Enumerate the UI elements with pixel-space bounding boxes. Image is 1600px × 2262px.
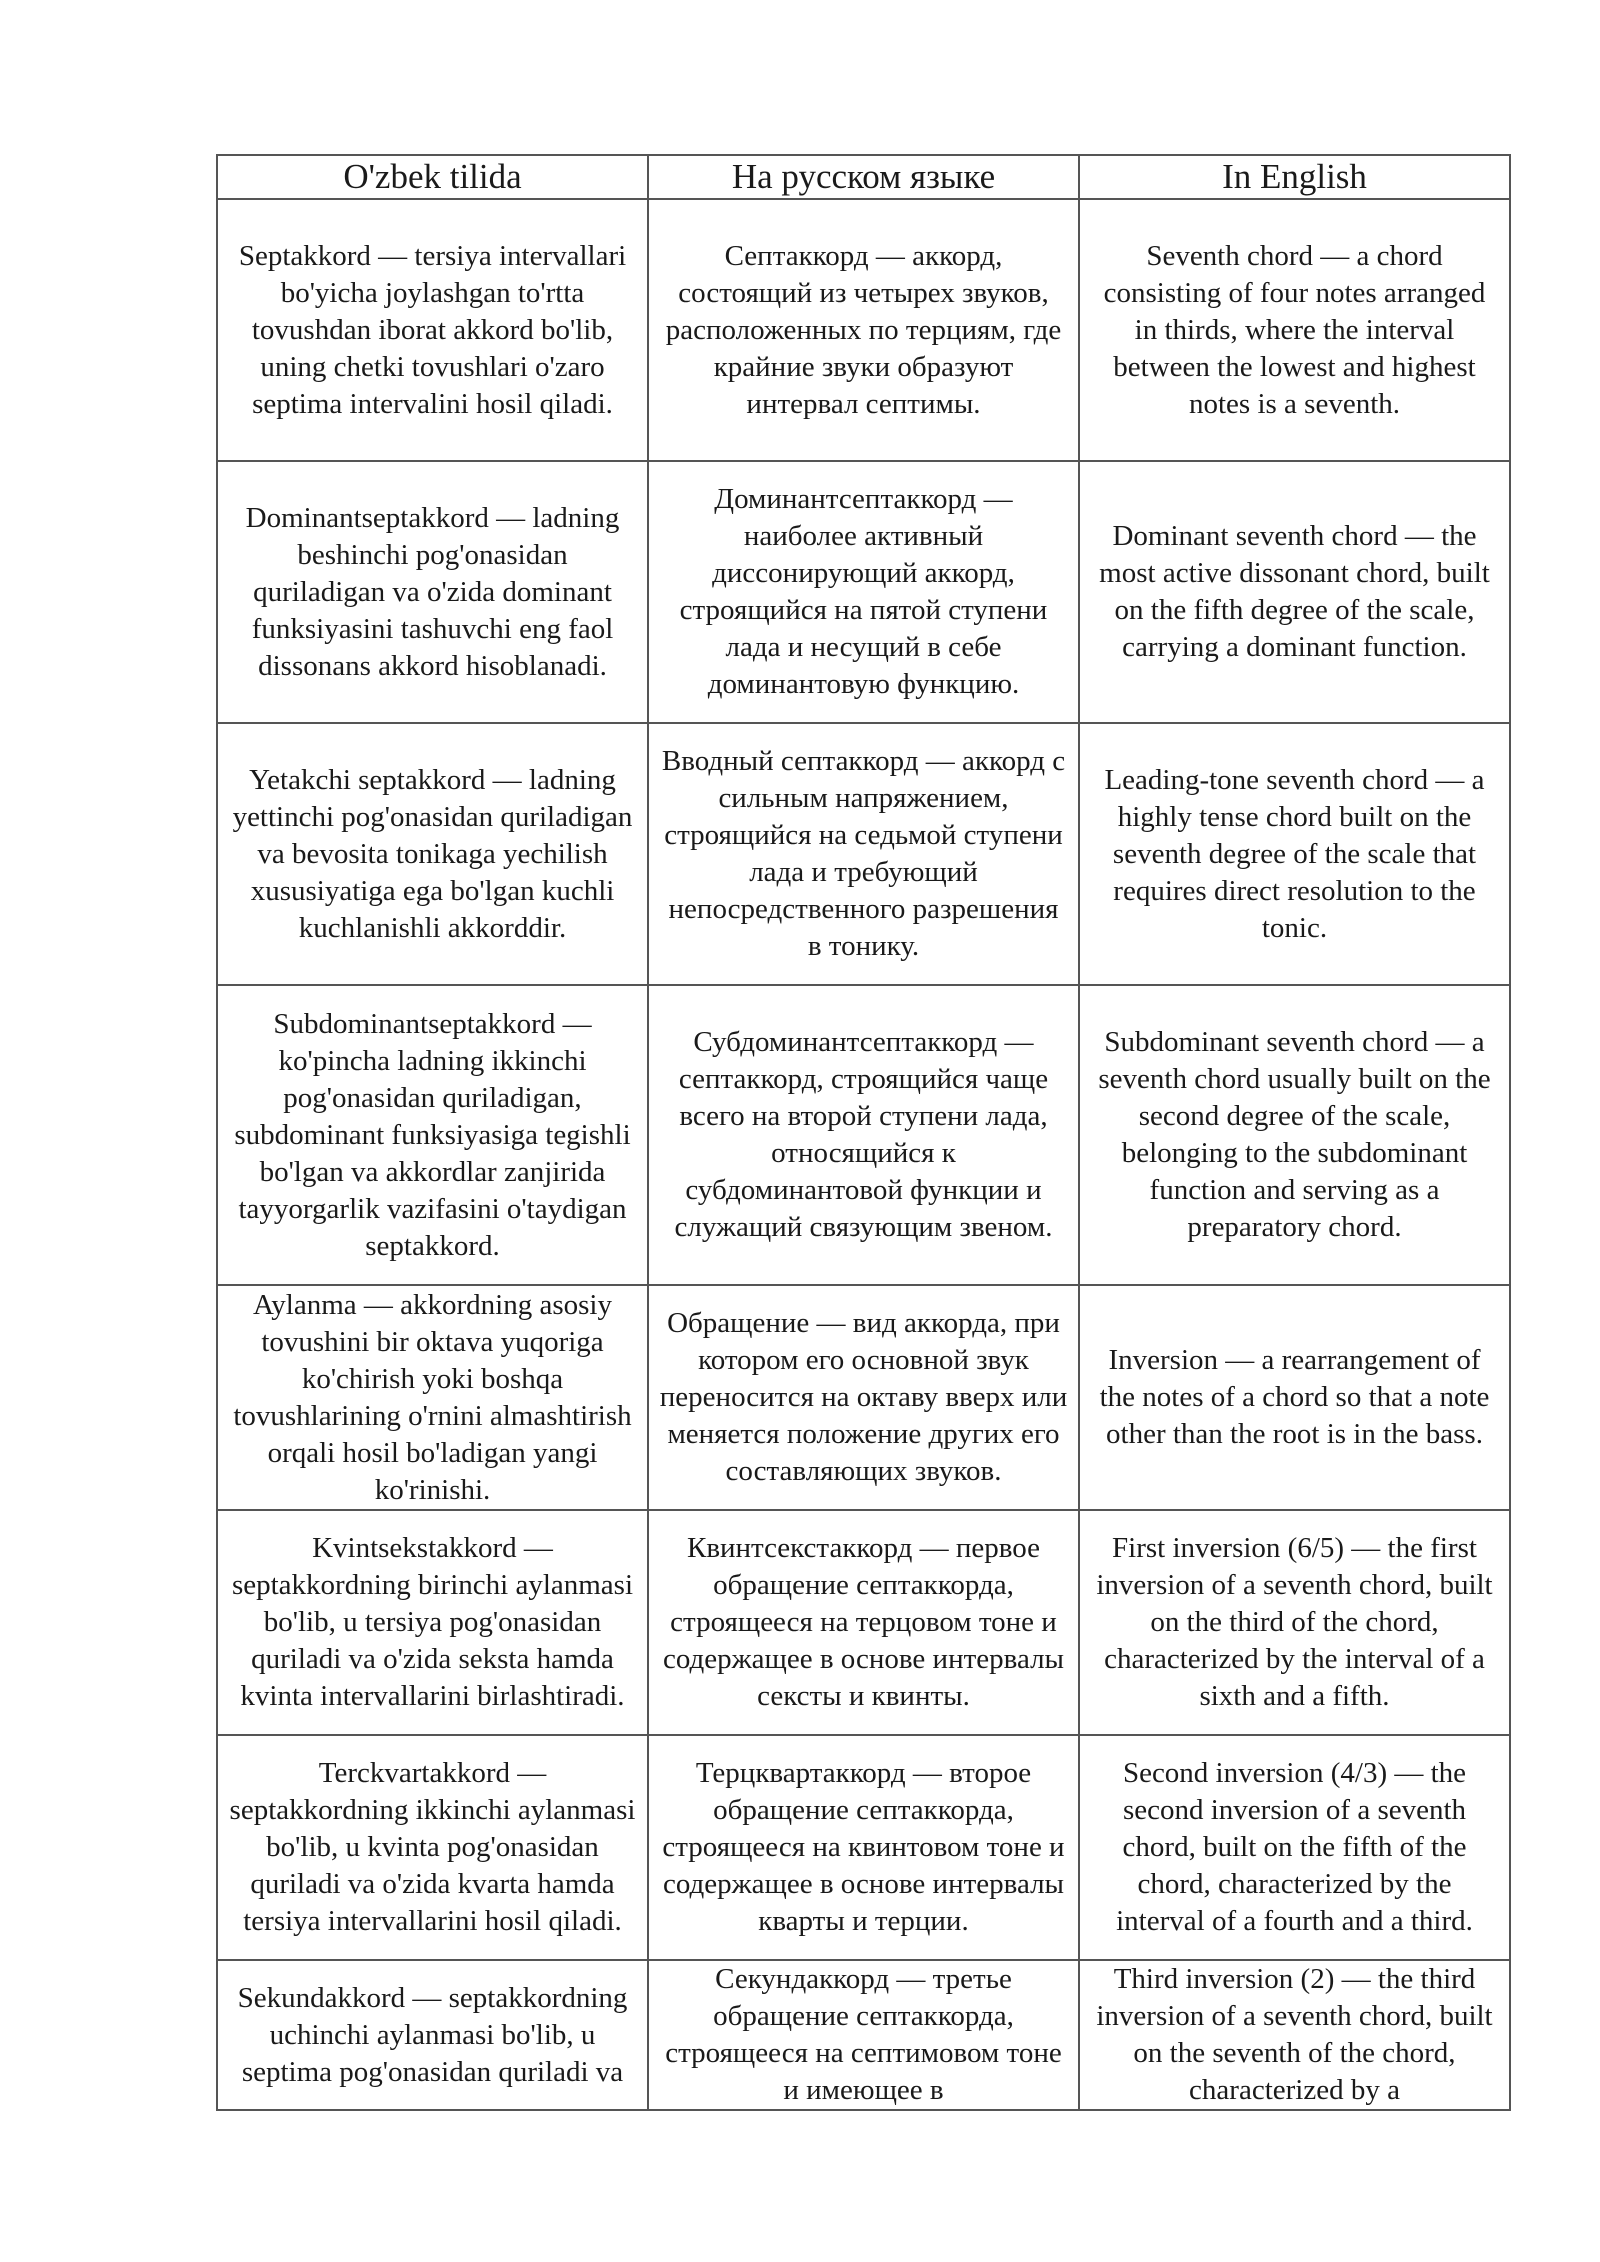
cell-russian: Септаккорд — аккорд, состоящий из четырех звуков, расположенных по терциям, где крайние звуки образуют интервал септимы. bbox=[648, 199, 1079, 461]
cell-uzbek: Kvintsekstakkord — septakkordning birinchi aylanmasi bo'lib, u tersiya pog'onasidan quriladi va o'zida seksta hamda kvinta intervallarini birlashtiradi. bbox=[217, 1510, 648, 1735]
cell-uzbek: Yetakchi septakkord — ladning yettinchi pog'onasidan quriladigan va bevosita tonikaga yechilish xususiyatiga ega bo'lgan kuchli kuchlanishli akkorddir. bbox=[217, 723, 648, 985]
cell-english: Second inversion (4/3) — the second inversion of a seventh chord, built on the fifth of the chord, characterized by the interval of a fourth and a third. bbox=[1079, 1735, 1510, 1960]
table-row bbox=[217, 199, 1510, 461]
table-row bbox=[217, 1735, 1510, 1960]
header-english: In English bbox=[1079, 155, 1510, 199]
cell-uzbek: Septakkord — tersiya intervallari bo'yicha joylashgan to'rtta tovushdan iborat akkord bo'lib, uning chetki tovushlari o'zaro septima intervalini hosil qiladi. bbox=[217, 199, 648, 461]
cell-uzbek: Terckvartakkord — septakkordning ikkinchi aylanmasi bo'lib, u kvinta pog'onasidan quriladi va o'zida kvarta hamda tersiya intervallarini hosil qiladi. bbox=[217, 1735, 648, 1960]
header-russian: На русском языке bbox=[648, 155, 1079, 199]
cell-russian: Секундаккорд — третье обращение септаккорда, строящееся на септимовом тоне и имеющее в bbox=[648, 1960, 1079, 2110]
cell-english: Subdominant seventh chord — a seventh chord usually built on the second degree of the scale, belonging to the subdominant function and serving as a preparatory chord. bbox=[1079, 985, 1510, 1285]
table-row bbox=[217, 461, 1510, 723]
header-uzbek: O'zbek tilida bbox=[217, 155, 648, 199]
table-header-row bbox=[217, 155, 1510, 199]
glossary-table bbox=[216, 154, 1511, 2111]
cell-english: First inversion (6/5) — the first inversion of a seventh chord, built on the third of the chord, characterized by the interval of a sixth and a fifth. bbox=[1079, 1510, 1510, 1735]
cell-russian: Вводный септаккорд — аккорд с сильным напряжением, строящийся на седьмой ступени лада и требующий непосредственного разрешения в тонику. bbox=[648, 723, 1079, 985]
cell-russian: Терцквартаккорд — второе обращение септаккорда, строящееся на квинтовом тоне и содержащее в основе интервалы кварты и терции. bbox=[648, 1735, 1079, 1960]
table-row bbox=[217, 1510, 1510, 1735]
cell-english: Inversion — a rearrangement of the notes of a chord so that a note other than the root is in the bass. bbox=[1079, 1285, 1510, 1510]
table-row bbox=[217, 1960, 1510, 2110]
cell-russian: Квинтсекстаккорд — первое обращение септаккорда, строящееся на терцовом тоне и содержащее в основе интервалы сексты и квинты. bbox=[648, 1510, 1079, 1735]
cell-uzbek: Aylanma — akkordning asosiy tovushini bir oktava yuqoriga ko'chirish yoki boshqa tovushlarining o'rnini almashtirish orqali hosil bo'ladigan yangi ko'rinishi. bbox=[217, 1285, 648, 1510]
cell-russian: Доминантсептаккорд — наиболее активный диссонирующий аккорд, строящийся на пятой ступени лада и несущий в себе доминантовую функцию. bbox=[648, 461, 1079, 723]
cell-uzbek: Dominantseptakkord — ladning beshinchi pog'onasidan quriladigan va o'zida dominant funksiyasini tashuvchi eng faol dissonans akkord hisoblanadi. bbox=[217, 461, 648, 723]
cell-uzbek: Subdominantseptakkord — ko'pincha ladning ikkinchi pog'onasidan quriladigan, subdominant funksiyasiga tegishli bo'lgan va akkordlar zanjirida tayyorgarlik vazifasini o'taydigan septakkord. bbox=[217, 985, 648, 1285]
cell-english: Leading-tone seventh chord — a highly tense chord built on the seventh degree of the scale that requires direct resolution to the tonic. bbox=[1079, 723, 1510, 985]
cell-russian: Обращение — вид аккорда, при котором его основной звук переносится на октаву вверх или меняется положение других его составляющих звуков. bbox=[648, 1285, 1079, 1510]
cell-uzbek: Sekundakkord — septakkordning uchinchi aylanmasi bo'lib, u septima pog'onasidan quriladi va bbox=[217, 1960, 648, 2110]
cell-russian: Субдоминантсептаккорд — септаккорд, строящийся чаще всего на второй ступени лада, относящийся к субдоминантовой функции и служащий связующим звеном. bbox=[648, 985, 1079, 1285]
cell-english: Dominant seventh chord — the most active dissonant chord, built on the fifth degree of the scale, carrying a dominant function. bbox=[1079, 461, 1510, 723]
table-row bbox=[217, 1285, 1510, 1510]
cell-english: Third inversion (2) — the third inversion of a seventh chord, built on the seventh of the chord, characterized by a bbox=[1079, 1960, 1510, 2110]
cell-english: Seventh chord — a chord consisting of four notes arranged in thirds, where the interval between the lowest and highest notes is a seventh. bbox=[1079, 199, 1510, 461]
table-row bbox=[217, 985, 1510, 1285]
table-row bbox=[217, 723, 1510, 985]
